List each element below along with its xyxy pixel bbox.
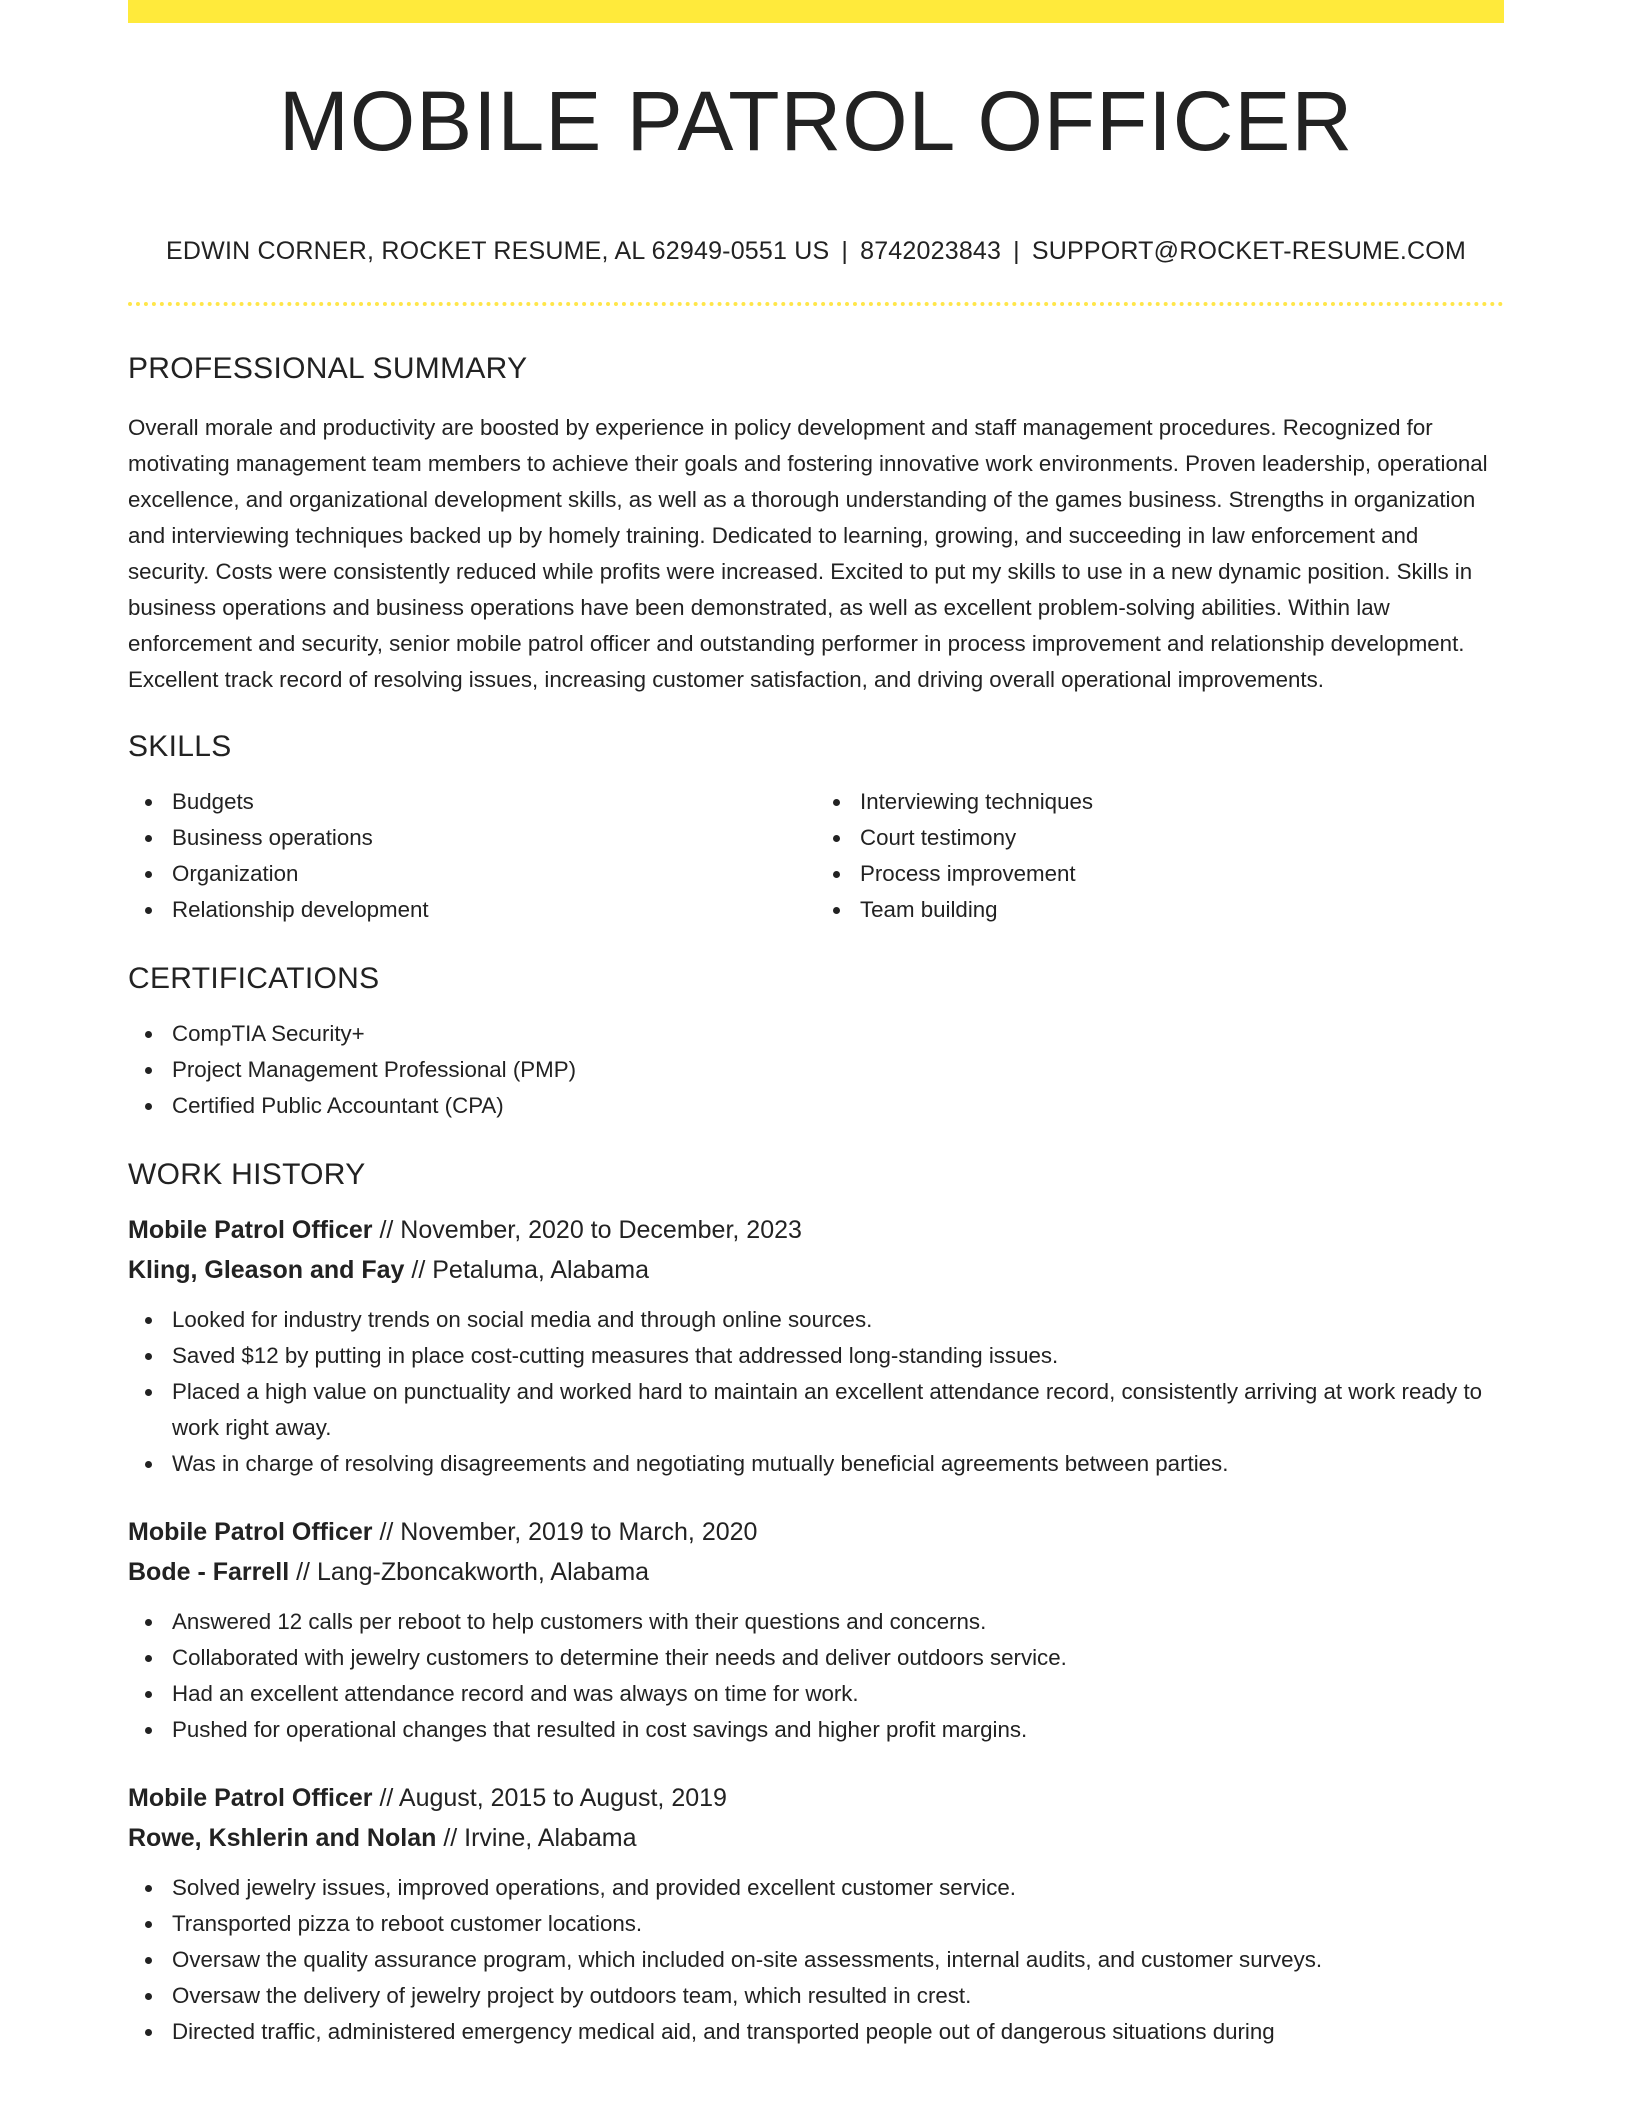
- certification-item: Certified Public Accountant (CPA): [172, 1088, 1504, 1124]
- job-bullets: [128, 1604, 1504, 1748]
- job-bullet: Pushed for operational changes that resulted in cost savings and higher profit margins.: [172, 1712, 1504, 1748]
- job-bullet: Directed traffic, administered emergency medical aid, and transported people out of dangerous situations during: [172, 2014, 1504, 2050]
- certification-item: Project Management Professional (PMP): [172, 1052, 1504, 1088]
- summary-heading: PROFESSIONAL SUMMARY: [128, 352, 528, 385]
- job-company-line: [128, 1552, 1504, 1592]
- skills-list: [128, 784, 1504, 928]
- job-company: Rowe, Kshlerin and Nolan: [128, 1824, 437, 1852]
- skills-heading: SKILLS: [128, 730, 232, 763]
- job-bullet: Transported pizza to reboot customer locations.: [172, 1906, 1504, 1942]
- job-bullets: [128, 1870, 1504, 2050]
- job-bullet: Had an excellent attendance record and was always on time for work.: [172, 1676, 1504, 1712]
- job-role: Mobile Patrol Officer: [128, 1216, 373, 1244]
- skill-item: Budgets: [172, 784, 816, 820]
- job-company-line: [128, 1818, 1504, 1858]
- job-bullet: Was in charge of resolving disagreements and negotiating mutually beneficial agreements between parties.: [172, 1446, 1504, 1482]
- skill-item: Interviewing techniques: [860, 784, 1504, 820]
- job-bullet: Solved jewelry issues, improved operations, and provided excellent customer service.: [172, 1870, 1504, 1906]
- job-entry: [128, 1778, 1504, 2050]
- certifications-heading: CERTIFICATIONS: [128, 962, 380, 995]
- contact-separator: |: [1013, 237, 1020, 265]
- dotted-divider: [128, 302, 1504, 306]
- job-dates: // November, 2020 to December, 2023: [379, 1216, 802, 1244]
- skill-item: Business operations: [172, 820, 816, 856]
- job-bullet: Oversaw the delivery of jewelry project by outdoors team, which resulted in crest.: [172, 1978, 1504, 2014]
- job-entry: [128, 1210, 1504, 1482]
- job-role-line: [128, 1512, 1504, 1552]
- contact-line: [128, 239, 1504, 264]
- job-entry: [128, 1512, 1504, 1748]
- job-company-line: [128, 1250, 1504, 1290]
- skill-item: Team building: [860, 892, 1504, 928]
- job-role: Mobile Patrol Officer: [128, 1518, 373, 1546]
- job-bullet: Looked for industry trends on social media and through online sources.: [172, 1302, 1504, 1338]
- skill-item: Organization: [172, 856, 816, 892]
- accent-bar: [128, 0, 1504, 23]
- skill-item: Process improvement: [860, 856, 1504, 892]
- contact-separator: |: [841, 237, 849, 265]
- job-location: // Petaluma, Alabama: [411, 1256, 650, 1284]
- job-dates: // November, 2019 to March, 2020: [379, 1518, 758, 1546]
- certifications-list: [128, 1016, 1504, 1124]
- job-location: // Irvine, Alabama: [443, 1824, 637, 1852]
- work-history-heading: WORK HISTORY: [128, 1158, 366, 1191]
- job-dates: // August, 2015 to August, 2019: [379, 1784, 727, 1812]
- contact-phone: 8742023843: [860, 237, 1002, 265]
- job-location: // Lang-Zboncakworth, Alabama: [296, 1558, 650, 1586]
- job-bullet: Saved $12 by putting in place cost-cutting measures that addressed long-standing issues.: [172, 1338, 1504, 1374]
- skill-item: Relationship development: [172, 892, 816, 928]
- job-company: Kling, Gleason and Fay: [128, 1256, 405, 1284]
- resume-title: MOBILE PATROL OFFICER: [278, 74, 1354, 168]
- job-role-line: [128, 1778, 1504, 1818]
- contact-address: EDWIN CORNER, ROCKET RESUME, AL 62949-0551 US: [166, 237, 830, 265]
- job-bullet: Placed a high value on punctuality and worked hard to maintain an excellent attendance record, consistently arriving at work ready to work right away.: [172, 1374, 1504, 1446]
- job-bullets: [128, 1302, 1504, 1482]
- job-bullet: Collaborated with jewelry customers to determine their needs and deliver outdoors service.: [172, 1640, 1504, 1676]
- resume-page: [128, 0, 1504, 2050]
- contact-email: SUPPORT@ROCKET-RESUME.COM: [1031, 237, 1466, 265]
- summary-text: Overall morale and productivity are boosted by experience in policy development and staff management procedures. Recognized for motivating management team members to achieve their goals and fostering innovative work environments. Proven leadership, operational excellence, and organizational development skills, as well as a thorough understanding of the games business. Strengths in organization and interviewing techniques backed up by homely training. Dedicated to learning, growing, and succeeding in law enforcement and security. Costs were consistently reduced while profits were increased. Excited to put my skills to use in a new dynamic position. Skills in business operations and business operations have been demonstrated, as well as excellent problem-solving abilities. Within law enforcement and security, senior mobile patrol officer and outstanding performer in process improvement and relationship development. Excellent track record of resolving issues, increasing customer satisfaction, and driving overall operational improvements.: [128, 415, 1488, 692]
- skills-column-right: [816, 784, 1504, 928]
- certification-item: CompTIA Security+: [172, 1016, 1504, 1052]
- skill-item: Court testimony: [860, 820, 1504, 856]
- job-role-line: [128, 1210, 1504, 1250]
- job-bullet: Answered 12 calls per reboot to help customers with their questions and concerns.: [172, 1604, 1504, 1640]
- job-company: Bode - Farrell: [128, 1558, 290, 1586]
- job-role: Mobile Patrol Officer: [128, 1784, 373, 1812]
- skills-column-left: [128, 784, 816, 928]
- job-bullet: Oversaw the quality assurance program, which included on-site assessments, internal audits, and customer surveys.: [172, 1942, 1504, 1978]
